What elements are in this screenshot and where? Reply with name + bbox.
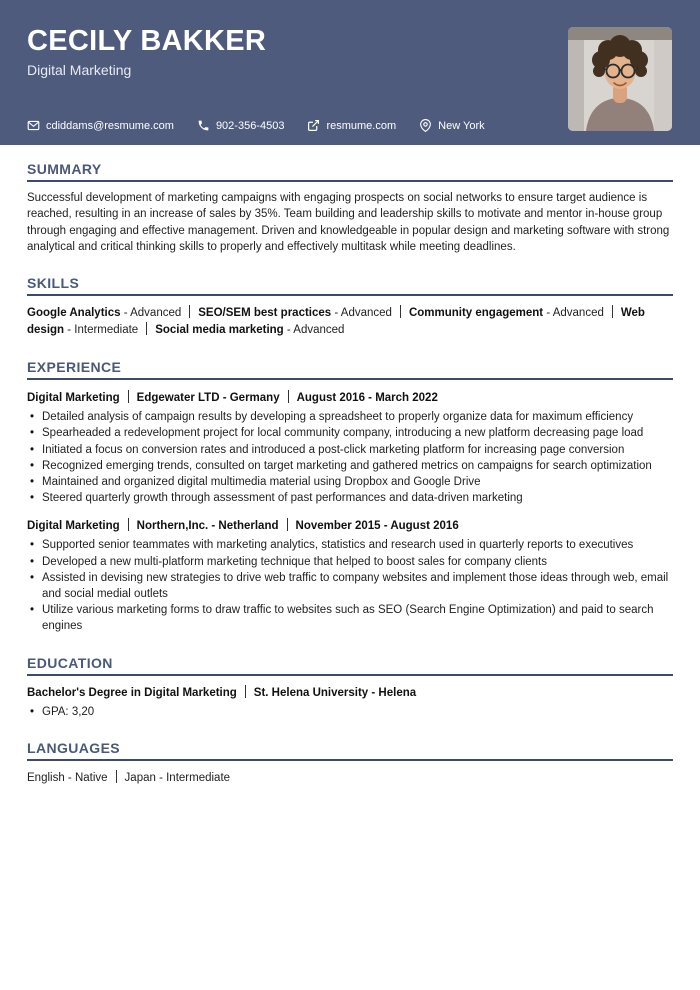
separator bbox=[400, 305, 401, 318]
education-degree-line: Bachelor's Degree in Digital Marketing St. Helena University - Helena bbox=[27, 686, 417, 699]
job-bullet-list bbox=[27, 409, 673, 506]
summary-text: Successful development of marketing campaigns with engaging prospects on social networks to ensure target audience is reached, resulting in an increase of sales by 35%. Team building and leadership skills to motivate and mentor in-house group through engaging and effective management. Driven and knowledgeable in popular design and marketing software with strong analytical and critical thinking skills to properly and effectively multitask while meeting deadlines. bbox=[27, 192, 670, 253]
experience-heading: EXPERIENCE bbox=[27, 359, 673, 380]
contact-row bbox=[27, 119, 485, 132]
separator bbox=[245, 685, 246, 698]
job-bullet: • Spearheaded a redevelopment project for local community company, introducing a new platform decreasing page load bbox=[27, 425, 673, 441]
language-item: English - Native bbox=[27, 771, 108, 784]
job-bullet: • Developed a new multi-platform marketing technique that helped to boost sales for company clients bbox=[27, 554, 673, 570]
email-icon bbox=[27, 119, 40, 132]
separator bbox=[288, 390, 289, 403]
skills-heading: SKILLS bbox=[27, 275, 673, 296]
education-bullet-list bbox=[27, 704, 673, 720]
person-job-title: Digital Marketing bbox=[27, 62, 132, 79]
external-link-icon bbox=[307, 119, 320, 132]
contact-location bbox=[419, 119, 484, 132]
contact-phone-text: 902-356-4503 bbox=[215, 119, 285, 132]
separator bbox=[128, 390, 129, 403]
job-bullet: • Detailed analysis of campaign results by developing a spreadsheet to properly organize data for maximum efficiency bbox=[27, 409, 673, 425]
job-bullet: • Initiated a focus on conversion rates and introduced a post-click marketing platform for increasing page conversion bbox=[27, 442, 673, 458]
summary-heading: SUMMARY bbox=[27, 161, 673, 182]
job-title-line: Digital Marketing Edgewater LTD - Germany August 2016 - March 2022 bbox=[27, 392, 438, 405]
contact-website-text: resmume.com bbox=[326, 119, 397, 132]
contact-email[interactable] bbox=[27, 119, 174, 132]
resume-header bbox=[0, 0, 700, 145]
separator bbox=[189, 305, 190, 318]
education-gpa: • GPA: 3,20 bbox=[27, 704, 673, 720]
profile-photo bbox=[568, 27, 672, 131]
contact-location-text: New York bbox=[438, 119, 485, 132]
skills-list bbox=[27, 305, 673, 339]
skill-item: Community engagement - Advanced bbox=[408, 307, 604, 320]
job-title-line: Digital Marketing Northern,Inc. - Netherland November 2015 - August 2016 bbox=[27, 520, 459, 533]
skill-item: Google Analytics - Advanced bbox=[27, 307, 182, 320]
person-name: CECILY BAKKER bbox=[27, 25, 267, 57]
phone-icon bbox=[197, 119, 210, 132]
skill-item: Social media marketing - Advanced bbox=[155, 324, 345, 337]
job-bullet: • Maintained and organized digital multimedia material using Dropbox and Google Drive bbox=[27, 474, 673, 490]
job-bullet: • Supported senior teammates with marketing analytics, statistics and research used in quarterly reports to executives bbox=[27, 537, 673, 553]
job-bullet: • Steered quarterly growth through assessment of past performances and data-driven marketing bbox=[27, 490, 673, 506]
separator bbox=[128, 518, 129, 531]
job-bullet: • Utilize various marketing forms to draw traffic to websites such as SEO (Search Engine Optimization) and paid to search engines bbox=[27, 602, 673, 634]
languages-list bbox=[27, 770, 673, 787]
separator bbox=[287, 518, 288, 531]
skill-item: Web design - Intermediate bbox=[27, 307, 645, 337]
language-item: Japan - Intermediate bbox=[124, 771, 231, 784]
languages-heading: LANGUAGES bbox=[27, 740, 673, 761]
resume-body bbox=[0, 161, 700, 787]
separator bbox=[146, 322, 147, 335]
contact-phone[interactable] bbox=[197, 119, 285, 132]
experience-job-2 bbox=[27, 518, 673, 634]
job-bullet: • Assisted in devising new strategies to drive web traffic to company websites and implement those ideas through web, email and social medial outlets bbox=[27, 570, 673, 602]
separator bbox=[612, 305, 613, 318]
job-bullet: • Recognized emerging trends, consulted on target marketing and gathered metrics on campaigns for search optimization bbox=[27, 458, 673, 474]
skill-item: SEO/SEM best practices - Advanced bbox=[198, 307, 392, 320]
job-bullet-list bbox=[27, 537, 673, 634]
contact-email-text: cdiddams@resmume.com bbox=[46, 119, 174, 132]
contact-website[interactable] bbox=[307, 119, 396, 132]
experience-job-1 bbox=[27, 390, 673, 506]
separator bbox=[116, 770, 117, 783]
education-heading: EDUCATION bbox=[27, 655, 673, 676]
location-icon bbox=[419, 119, 432, 132]
